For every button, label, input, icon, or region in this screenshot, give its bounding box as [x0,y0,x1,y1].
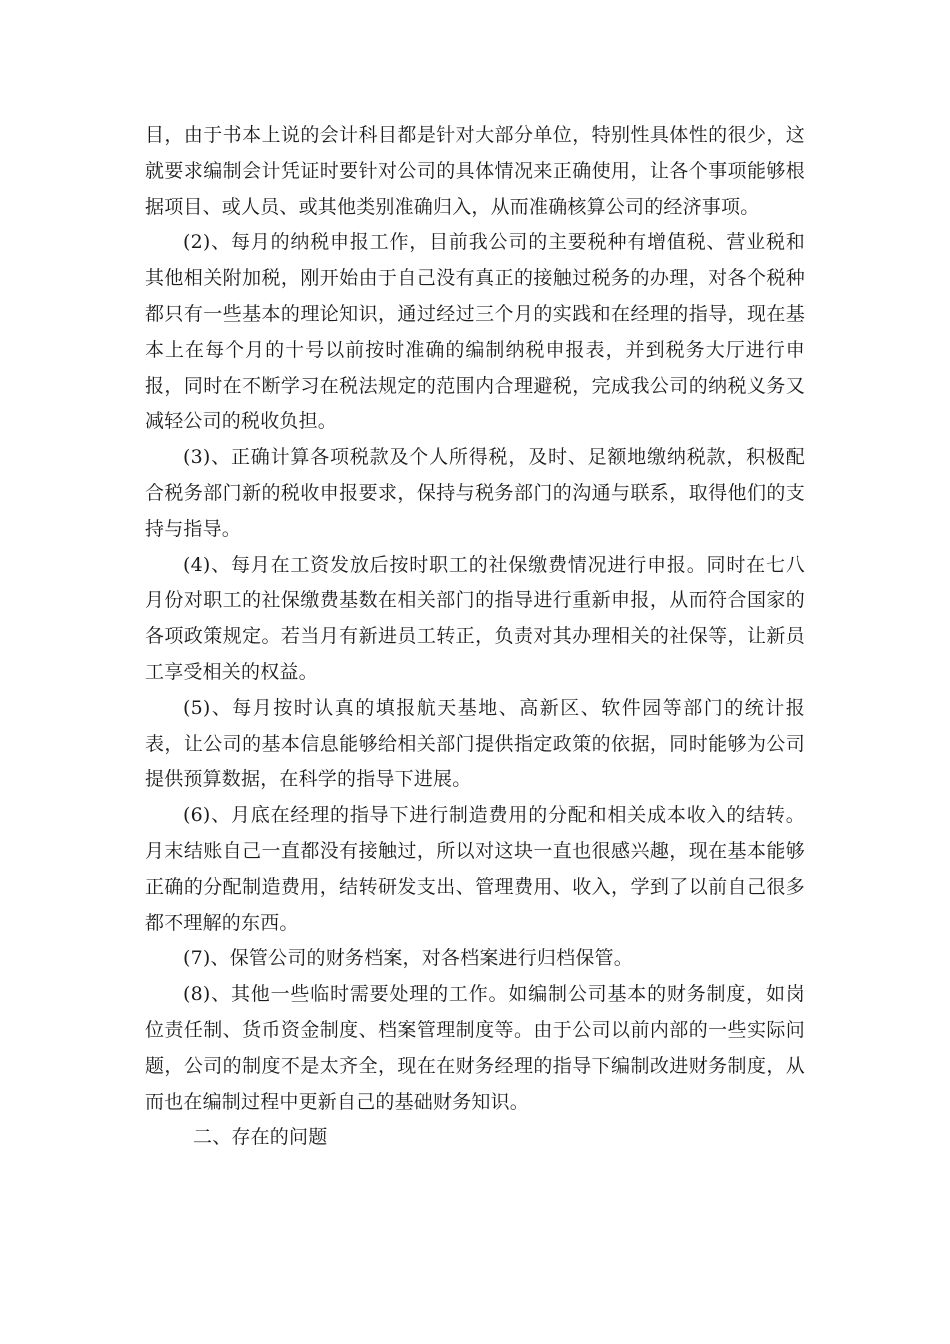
paragraph-continuation: 目，由于书本上说的会计科目都是针对大部分单位，特别性具体性的很少，这就要求编制会计凭证时要针对公司的具体情况来正确使用，让各个事项能够根据项目、或人员、或其他类别准确归入，从而准确核算公司的经济事项。 [145,124,805,218]
paragraph-item-7: (7)、保管公司的财务档案，对各档案进行归档保管。 [183,947,633,970]
paragraph-item-5: (5)、每月按时认真的填报航天基地、高新区、软件园等部门的统计报表，让公司的基本信息能够给相关部门提供指定政策的依据，同时能够为公司提供预算数据，在科学的指导下进展。 [145,696,805,791]
paragraph-item-8: (8)、其他一些临时需要处理的工作。如编制公司基本的财务制度，如岗位责任制、货币资金制度、档案管理制度等。由于公司以前内部的一些实际问题，公司的制度不是太齐全，现在在财务经理的指导下编制改进财务制度，从而也在编制过程中更新自己的基础财务知识。 [145,983,805,1113]
paragraph-item-2: (2)、每月的纳税申报工作，目前我公司的主要税种有增值税、营业税和其他相关附加税，刚开始由于自己没有真正的接触过税务的办理，对各个税种都只有一些基本的理论知识，通过经过三个月的实践和在经理的指导，现在基本上在每个月的十号以前按时准确的编制纳税申报表，并到税务大厅进行申报，同时在不断学习在税法规定的范围内合理避税，完成我公司的纳税义务又减轻公司的税收负担。 [145,231,805,433]
section-heading: 二、存在的问题 [193,1126,328,1149]
paragraph-item-4: (4)、每月在工资发放后按时职工的社保缴费情况进行申报。同时在七八月份对职工的社保缴费基数在相关部门的指导进行重新申报，从而符合国家的各项政策规定。若当月有新进员工转正，负责对其办理相关的社保等，让新员工享受相关的权益。 [145,553,805,683]
document-body [145,118,805,1156]
paragraph-item-6: (6)、月底在经理的指导下进行制造费用的分配和相关成本收入的结转。月末结账自己一直都没有接触过，所以对这块一直也很感兴趣，现在基本能够正确的分配制造费用，结转研发支出、管理费用、收入，学到了以前自己很多都不理解的东西。 [145,804,805,934]
paragraph-item-3: (3)、正确计算各项税款及个人所得税，及时、足额地缴纳税款，积极配合税务部门新的税收申报要求，保持与税务部门的沟通与联系，取得他们的支持与指导。 [145,446,805,540]
